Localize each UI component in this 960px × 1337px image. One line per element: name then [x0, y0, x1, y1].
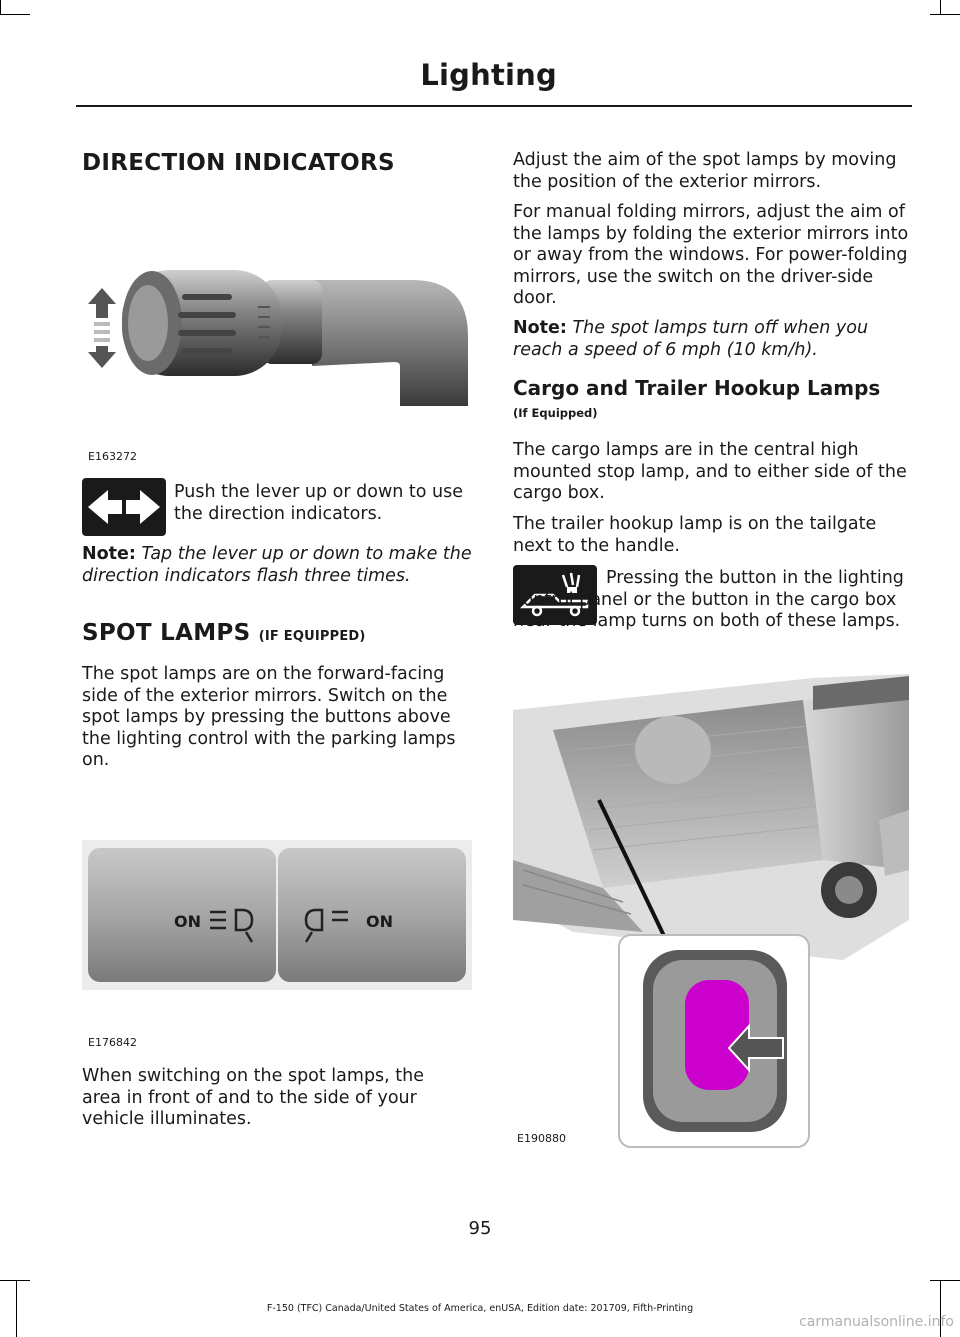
crop-mark — [930, 14, 960, 15]
cargo-para-2: The trailer hookup lamp is on the tailgate next to the handle. — [513, 514, 877, 556]
header-rule — [76, 105, 912, 107]
crop-mark — [0, 0, 1, 14]
spot-para-4: For manual folding mirrors, adjust the aim of the lamps by folding the exterior mirrors into or away from the windows. For power-folding mirrors, use the switch on the driver-side door. — [513, 202, 909, 308]
arrow-up-down-icon — [88, 288, 116, 368]
heading-cargo-lamps: Cargo and Trailer Hookup Lamps — [513, 376, 881, 400]
note-text: The spot lamps turn off when you reach a speed of 6 mph (10 km/h). — [513, 318, 869, 360]
figure-code: E163272 — [88, 450, 137, 463]
heading-suffix: (IF EQUIPPED) — [258, 629, 366, 644]
page-number: 95 — [468, 1218, 492, 1239]
spot-para-2: When switching on the spot lamps, the area in front of and to the side of your vehicle illuminates. — [82, 1066, 425, 1129]
crop-mark — [0, 14, 30, 15]
page-title: Lighting — [420, 58, 557, 92]
edition-line: F-150 (TFC) Canada/United States of America, enUSA, Edition date: 201709, Fifth-Printing — [266, 1303, 694, 1314]
cargo-icon-text: Pressing the button in the lighting control panel or the button in the cargo box near the lamp turns on both of these lamps. — [513, 568, 904, 631]
figure-turn-lever — [82, 266, 468, 416]
button-right-label: ON — [366, 912, 393, 931]
direction-icon-text: Push the lever up or down to use the direction indicators. — [174, 482, 464, 524]
note-label: Note: — [513, 318, 567, 338]
spot-para-3: Adjust the aim of the spot lamps by moving the position of the exterior mirrors. — [513, 150, 897, 192]
crop-mark — [940, 0, 941, 14]
note-text: Tap the lever up or down to make the direction indicators flash three times. — [82, 544, 472, 586]
figure-code: E176842 — [88, 1036, 137, 1049]
cargo-subheading: (If Equipped) — [513, 406, 598, 420]
crop-mark — [0, 1280, 30, 1281]
heading-direction-indicators: DIRECTION INDICATORS — [82, 150, 395, 176]
figure-cargo-box — [513, 670, 909, 1150]
crop-mark — [930, 1280, 960, 1281]
direction-note — [82, 544, 476, 587]
heading-spot-lamps — [82, 620, 366, 646]
watermark: carmanualsonline.info — [799, 1314, 954, 1330]
turn-signal-icon — [82, 478, 166, 536]
heading-text: SPOT LAMPS — [82, 620, 251, 646]
note-label: Note: — [82, 544, 136, 564]
figure-code: E190880 — [517, 1132, 566, 1145]
spot-para-1: The spot lamps are on the forward-facing side of the exterior mirrors. Switch on the spot lamps by pressing the buttons above the lighting control with the parking lamps on. — [82, 664, 456, 770]
figure-spot-lamp-buttons — [82, 840, 472, 990]
cargo-para-1: The cargo lamps are in the central high mounted stop lamp, and to either side of the cargo box. — [513, 440, 907, 503]
spot-note — [513, 318, 909, 361]
button-left-label: ON — [174, 912, 201, 931]
